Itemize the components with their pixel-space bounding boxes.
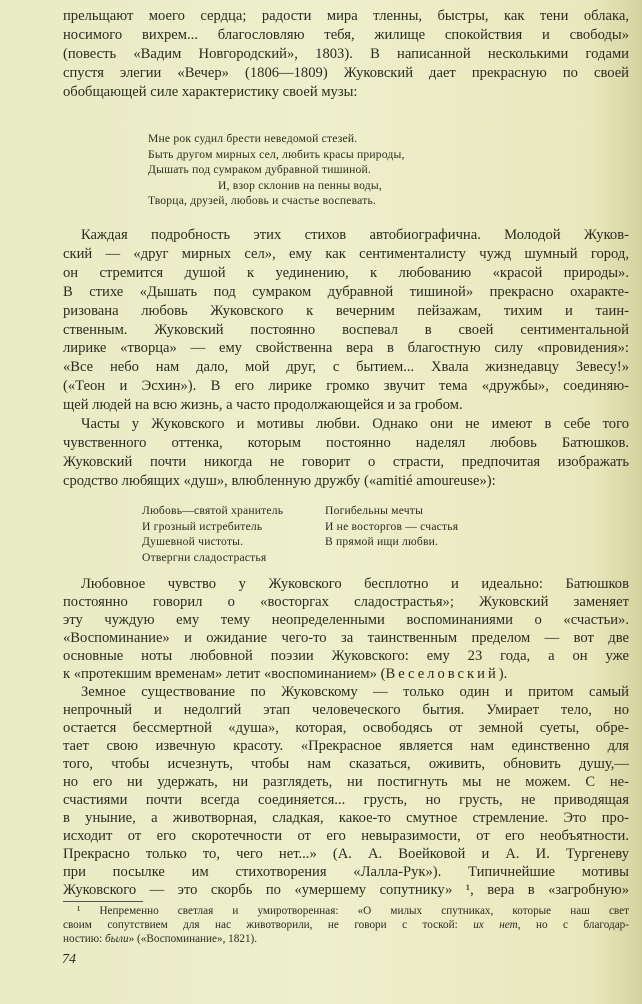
page-number: 74 bbox=[62, 952, 76, 967]
text-segment: тает свою извечную красоту. «Прекрасное является нам единственно для bbox=[63, 738, 629, 754]
text-segment: сродство любящих «душ», влюбленную дружбу («amitié amoureuse»): bbox=[63, 472, 496, 489]
text-segment: ностию: bbox=[63, 933, 105, 945]
text-line bbox=[63, 26, 629, 45]
text-line bbox=[63, 321, 629, 340]
italic-text: их нет bbox=[473, 919, 518, 931]
text-segment: , но с благодар- bbox=[517, 919, 629, 931]
text-segment: ский — «друг мирных сел», ему как сентименталисту чужд шумный город, bbox=[63, 245, 629, 262]
text-segment: он стремится душой к уединению, к любованию «красой природы». bbox=[63, 264, 629, 281]
text-line bbox=[63, 629, 629, 647]
text-line bbox=[63, 45, 629, 64]
text-segment: «Все небо нам дало, мой друг, с бытием... Хвала жизнедавцу Зевесу!» bbox=[63, 359, 629, 376]
text-segment: Жуковский почти никогда не говорит о страсти, предпочитая изображать bbox=[63, 453, 629, 470]
text-segment: «Воспоминание» и ожидание чего-то за таинственным пределом — вот две bbox=[63, 630, 629, 646]
text-segment: эту чуждую ему тему неопределенными воспоминаниями о «счастьи». bbox=[63, 612, 629, 628]
poem-line: Душевной чистоты. bbox=[142, 535, 244, 548]
paragraph-block-2 bbox=[63, 226, 629, 491]
poem-line: Творца, друзей, любовь и счастье воспевать. bbox=[148, 194, 377, 207]
text-line bbox=[63, 245, 629, 264]
text-segment: но его ни удержать, ни разглядеть, ни постигнуть мы не можем. С не- bbox=[63, 774, 629, 790]
poem-line: Любовь—святой хранитель bbox=[142, 504, 284, 517]
text-segment: («Теон и Эсхин»). В его лирике громко звучит тема «дружбы», соединяю- bbox=[63, 378, 629, 395]
text-line bbox=[63, 226, 629, 245]
text-segment: щей людей на всю жизнь, а часто продолжающейся и за гробом. bbox=[63, 397, 463, 414]
poem-line: Погибельны мечты bbox=[325, 504, 424, 517]
paragraph-block-1 bbox=[63, 7, 629, 102]
text-line bbox=[63, 593, 629, 611]
poem-line: Дышать под сумраком дубравной тишиной. bbox=[148, 163, 372, 176]
text-line bbox=[63, 264, 629, 283]
text-line bbox=[63, 719, 629, 737]
text-line bbox=[63, 611, 629, 629]
text-segment: прельщают моего сердца; радости мира тленны, быстры, как тени облака, bbox=[63, 8, 629, 24]
paragraph-block-3 bbox=[63, 575, 629, 899]
text-line bbox=[63, 755, 629, 773]
text-line bbox=[63, 809, 629, 827]
poem-line: И не восторгов — счастья bbox=[325, 519, 459, 533]
text-line bbox=[63, 283, 629, 302]
text-segment: » («Воспоминание», 1821). bbox=[128, 933, 258, 945]
text-segment: Прекрасно только то, чего нет...» (А. А. Воейковой и А. И. Тургеневу bbox=[63, 846, 629, 862]
author-name: Веселовский bbox=[385, 666, 499, 682]
text-line bbox=[63, 683, 629, 701]
text-line bbox=[63, 647, 629, 665]
text-line bbox=[63, 302, 629, 321]
text-line bbox=[63, 453, 629, 472]
text-segment: обобщающей силе характеристику своей музы: bbox=[63, 84, 358, 100]
text-line bbox=[63, 575, 629, 593]
text-segment: Жуковского — это скорбь по «умершему сопутнику» ¹, вера в «загробную» bbox=[63, 882, 629, 898]
text-segment: непрочный и недолгий этап человеческого бытия. Умирает тело, но bbox=[63, 702, 629, 718]
text-segment: лирике «творца» — ему свойственна вера в благостную силу «провидения»: bbox=[63, 340, 629, 357]
text-segment: счастиями почти всегда соединяется... грусть, но грусть, не приводящая bbox=[63, 792, 629, 808]
poem-line: И грозный истребитель bbox=[142, 519, 263, 533]
text-segment: Каждая подробность этих стихов автобиографична. Молодой Жуков- bbox=[81, 227, 629, 243]
text-segment: ). bbox=[498, 666, 508, 682]
text-segment: того, чтобы исчезнуть, чтобы нам сказаться, оживить, обновить душу,— bbox=[63, 756, 629, 772]
poem-line: И, взор склонив на пенны воды, bbox=[218, 178, 382, 192]
text-segment: носимого вихрем... благословляю тебя, жилище спокойствия и свободы» bbox=[63, 27, 629, 43]
text-segment: постоянно говорил о «восторгах сладострастья»; Жуковский заменяет bbox=[63, 594, 629, 610]
text-line bbox=[63, 737, 629, 755]
text-segment: ственным. Жуковский постоянно воспевал в своей сентиментальной bbox=[63, 321, 629, 338]
poem-line: Отвергни сладострастья bbox=[142, 550, 267, 564]
text-segment: Земное существование по Жуковскому — только один и притом самый bbox=[81, 684, 629, 700]
text-line bbox=[63, 339, 629, 358]
text-segment: основные ноты любовной поэзии Жуковского: ему 23 года, а он уже bbox=[63, 648, 629, 664]
text-segment: к «протекшим временам» летит «воспоминанием» ( bbox=[63, 666, 386, 682]
text-line bbox=[63, 396, 629, 415]
text-line bbox=[63, 845, 629, 863]
text-segment: своим сопутствием для нас животворили, не говори с тоской: bbox=[63, 919, 474, 931]
text-line bbox=[63, 358, 629, 377]
text-line bbox=[63, 881, 629, 899]
footnote-line bbox=[63, 932, 629, 946]
footnote-divider bbox=[63, 901, 143, 902]
text-line bbox=[63, 827, 629, 845]
footnote bbox=[63, 904, 629, 946]
poem-line: Мне рок судил брести неведомой стезей. bbox=[148, 132, 358, 145]
text-segment: Часты у Жуковского и мотивы любви. Однако они не имеют в себе того bbox=[81, 416, 629, 433]
text-line bbox=[63, 377, 629, 396]
text-line bbox=[63, 472, 629, 491]
poem-line: Быть другом мирных сел, любить красы природы, bbox=[148, 147, 405, 161]
text-line bbox=[63, 415, 629, 434]
footnote-line bbox=[63, 904, 629, 918]
poem-quote-1 bbox=[148, 131, 405, 209]
text-segment: ризована любовь Жуковского к вечерним пейзажам, тихим и таин- bbox=[63, 302, 629, 319]
text-segment: при посылке им стихотворения «Лалла-Рук»). Типичнейшие мотивы bbox=[63, 864, 629, 880]
text-segment: остается бессмертной «душа», которая, освободясь от земной суеты, обре- bbox=[63, 720, 629, 736]
poem-line: В прямой ищи любви. bbox=[325, 535, 439, 548]
poem-quote-2-column-1 bbox=[142, 503, 283, 565]
text-line bbox=[63, 863, 629, 881]
text-segment: в уныние, а животворная, сладкая, какое-то смутное стремление. Это про- bbox=[63, 810, 629, 826]
text-line bbox=[63, 701, 629, 719]
text-line bbox=[63, 773, 629, 791]
text-line bbox=[63, 434, 629, 453]
italic-text: были bbox=[104, 933, 129, 945]
text-segment: спустя элегии «Вечер» (1806—1809) Жуковский дает прекрасную по своей bbox=[63, 65, 629, 81]
text-segment: ¹ Непременно светлая и умиротворенная: «О милых спутниках, которые наш свет bbox=[77, 905, 629, 917]
poem-quote-2-column-2 bbox=[325, 503, 458, 550]
text-segment: В стихе «Дышать под сумраком дубравной тишиной» прекрасно охаракте- bbox=[63, 283, 629, 300]
text-line bbox=[63, 791, 629, 809]
text-segment: исходит от его скоротечности от его невыразимости, от его необъятности. bbox=[63, 828, 629, 844]
text-line bbox=[63, 665, 629, 683]
text-line bbox=[63, 7, 629, 26]
footnote-line bbox=[63, 918, 629, 932]
text-line bbox=[63, 83, 629, 102]
text-line bbox=[63, 64, 629, 83]
text-segment: Любовное чувство у Жуковского бесплотно и идеально: Батюшков bbox=[81, 576, 629, 592]
text-segment: чувственного оттенка, которым постоянно наделял любовь Батюшков. bbox=[63, 434, 629, 451]
text-segment: (повесть «Вадим Новгородский», 1803). В написанной несколькими годами bbox=[63, 46, 629, 62]
